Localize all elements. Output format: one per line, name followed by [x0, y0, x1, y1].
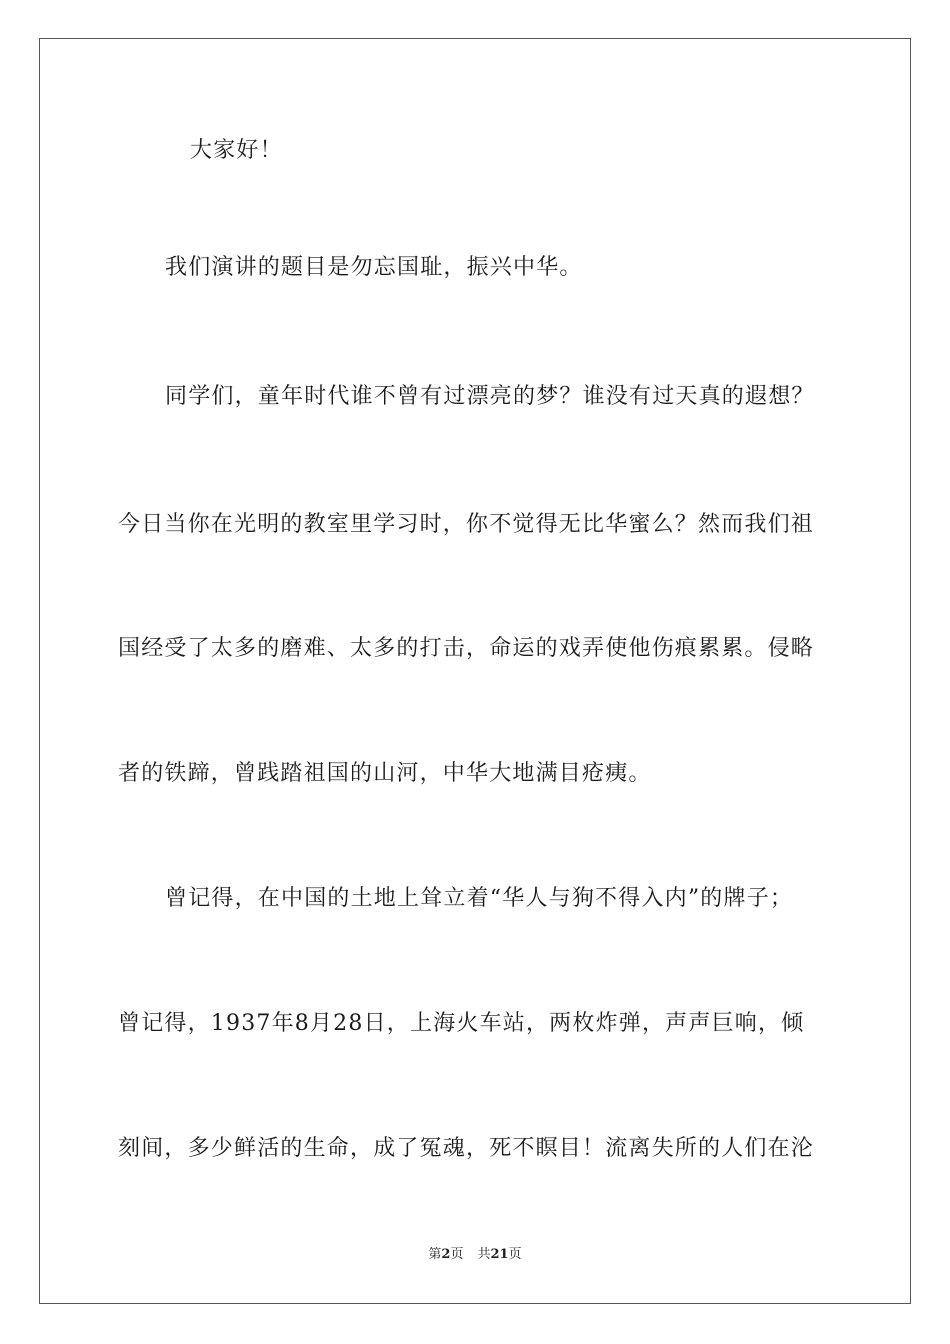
total-prefix: 共 — [477, 1247, 491, 1262]
page-footer — [0, 1246, 950, 1264]
paragraph-line: 今日当你在光明的教室里学习时，你不觉得无比华蜜么？然而我们祖 — [118, 512, 815, 537]
greeting-line: 大家好！ — [190, 138, 283, 163]
page-prefix: 第 — [428, 1247, 442, 1262]
paragraph-line: 刻间，多少鲜活的生命，成了冤魂，死不瞑目！流离失所的人们在沦 — [118, 1136, 815, 1161]
total-pages: 21 — [490, 1247, 509, 1262]
page-border — [39, 38, 911, 1304]
paragraph-line: 者的铁蹄，曾践踏祖国的山河，中华大地满目疮痍。 — [118, 761, 652, 786]
page-suffix: 页 — [450, 1247, 464, 1262]
paragraph-line: 曾记得，1937年8月28日，上海火车站，两枚炸弹，声声巨响，倾 — [118, 1011, 805, 1036]
paragraph-line: 国经受了太多的磨难、太多的打击，命运的戏弄使他伤痕累累。侵略 — [118, 636, 815, 661]
speech-topic-line: 我们演讲的题目是勿忘国耻，振兴中华。 — [165, 255, 583, 280]
paragraph-line: 曾记得，在中国的土地上耸立着“华人与狗不得入内”的牌子； — [165, 886, 794, 911]
page-number: 2 — [441, 1247, 451, 1262]
paragraph-line: 同学们，童年时代谁不曾有过漂亮的梦？谁没有过天真的遐想？ — [165, 384, 815, 409]
total-suffix: 页 — [508, 1247, 522, 1262]
